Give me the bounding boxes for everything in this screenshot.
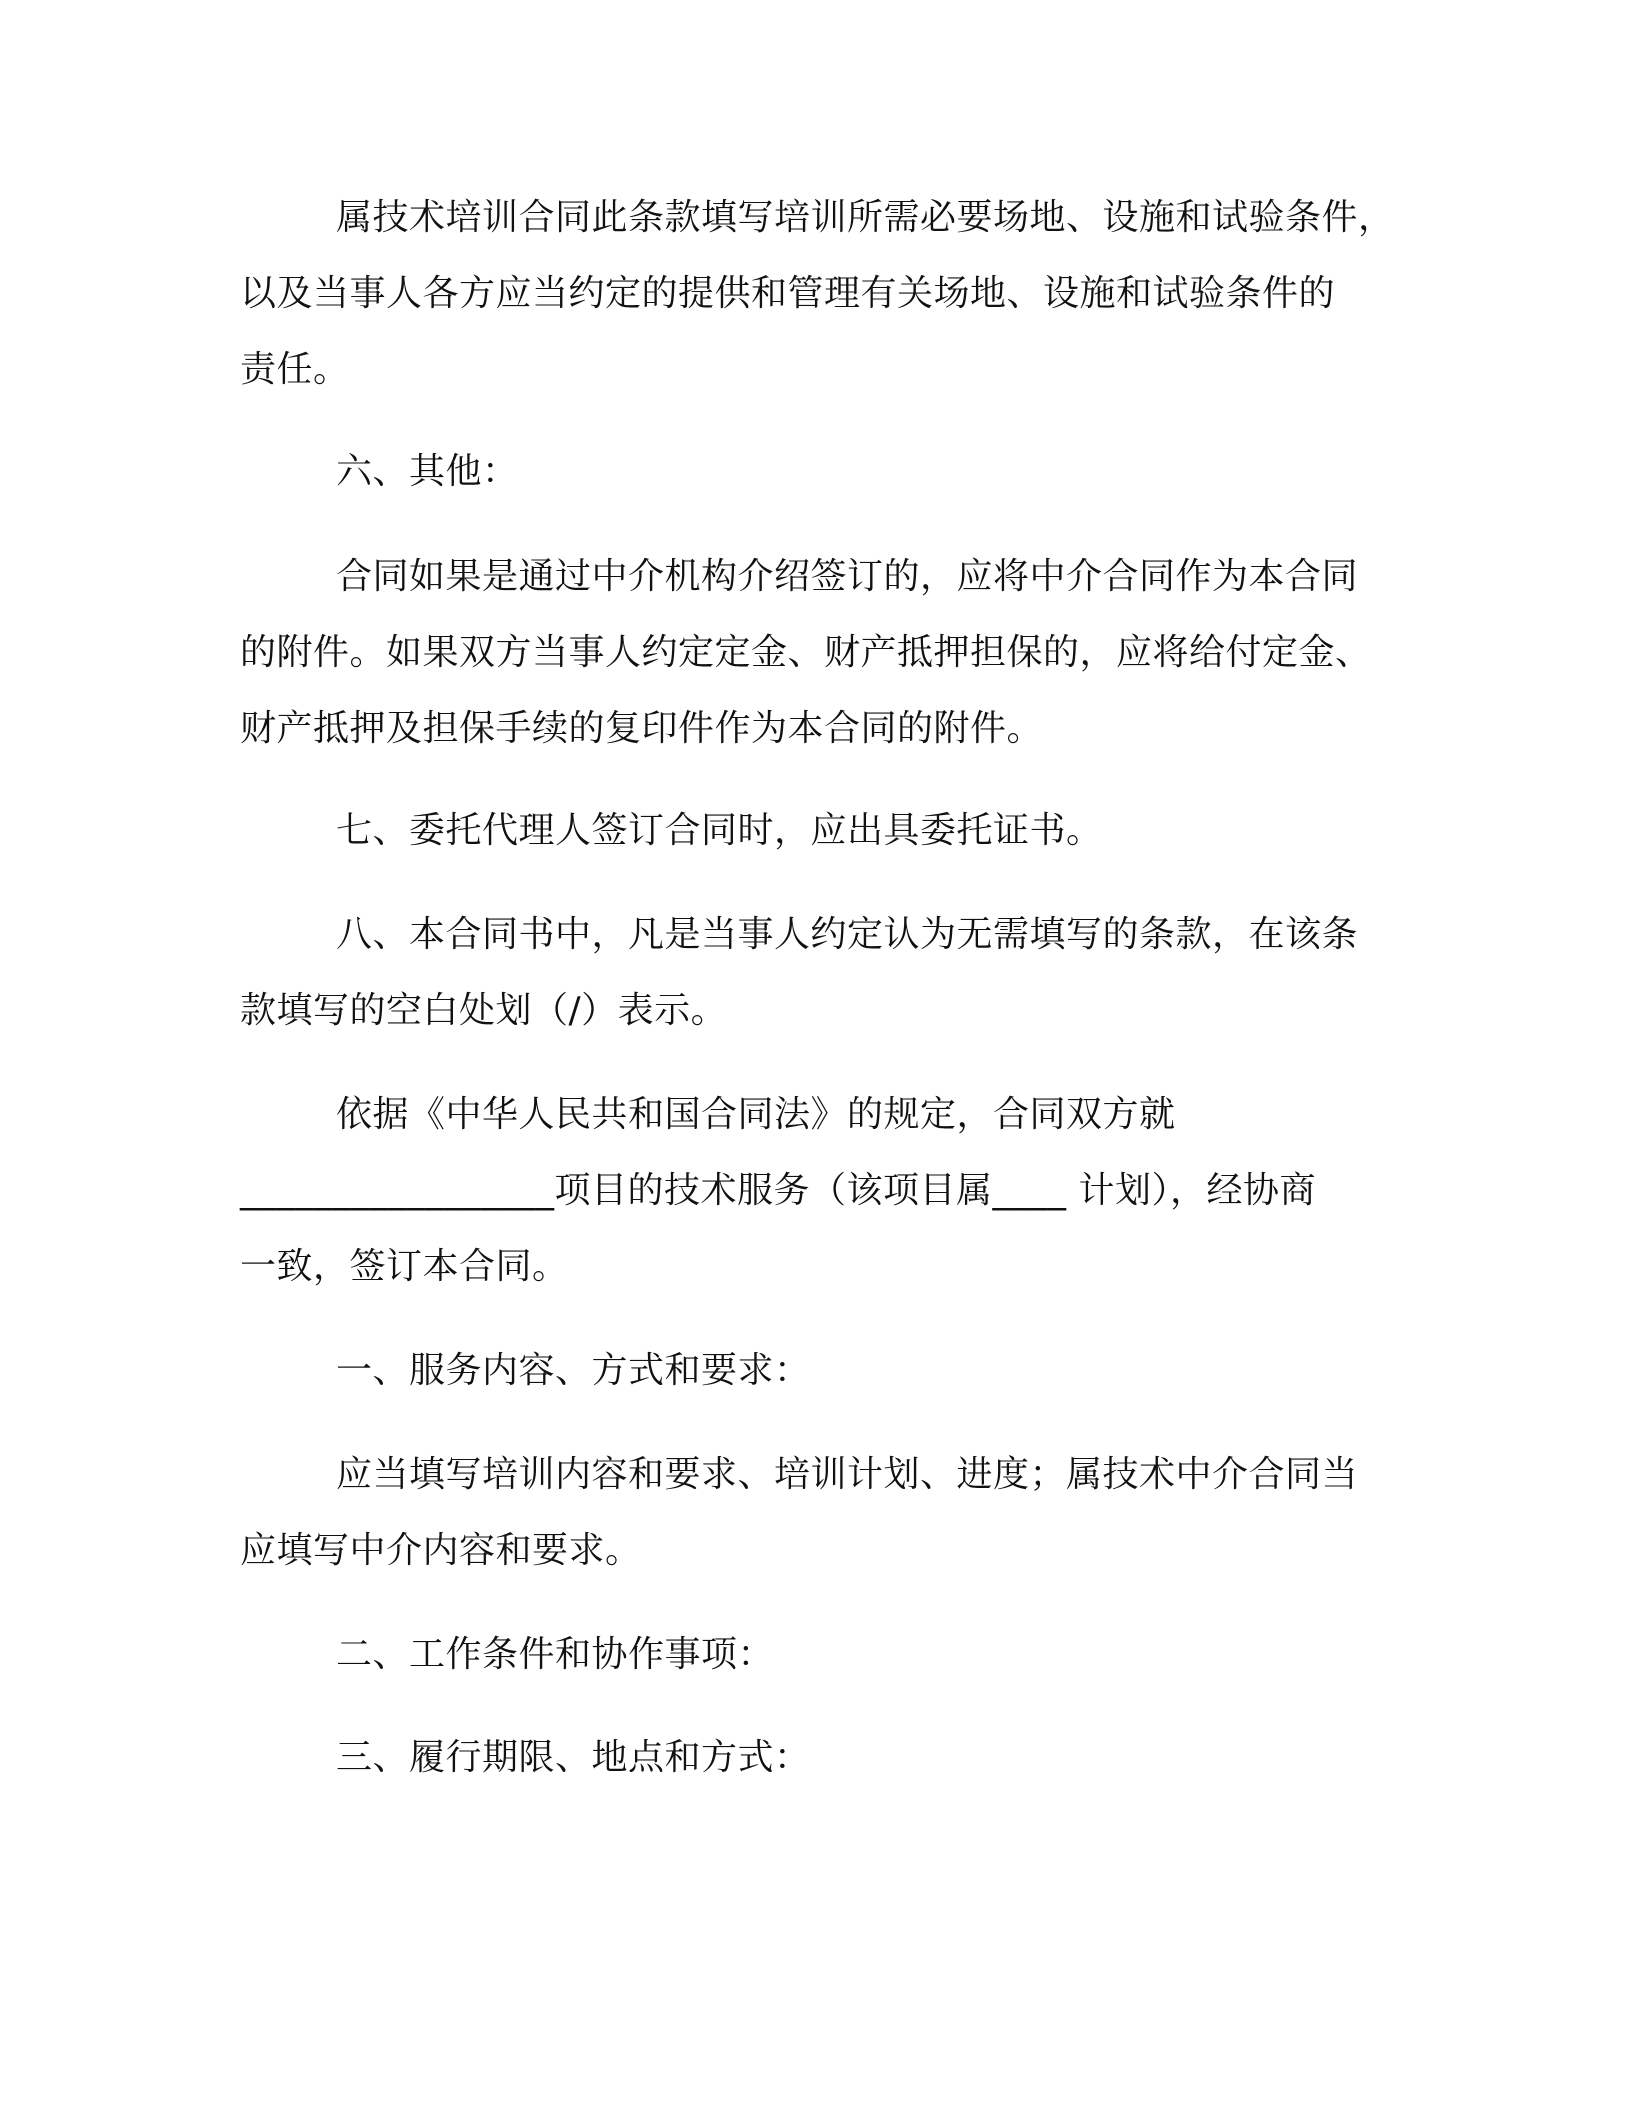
paragraph-line: 财产抵押及担保手续的复印件作为本合同的附件。 (240, 708, 1044, 749)
paragraph-line: 一致，签订本合同。 (240, 1246, 569, 1287)
paragraph-line: 属技术培训合同此条款填写培训所需必要场地、设施和试验条件， (336, 197, 1395, 238)
paragraph-line: 应填写中介内容和要求。 (240, 1530, 642, 1571)
paragraph-line: 以及当事人各方应当约定的提供和管理有关场地、设施和试验条件的 (240, 273, 1336, 314)
section-heading-one: 一、服务内容、方式和要求： (336, 1350, 811, 1391)
paragraph-line: 合同如果是通过中介机构介绍签订的，应将中介合同作为本合同 (336, 556, 1359, 597)
paragraph-line: 款填写的空白处划（/）表示。 (240, 990, 728, 1031)
paragraph-line-with-blanks: _________________项目的技术服务（该项目属____ 计划），经协商 (240, 1170, 1316, 1211)
section-heading-three: 三、履行期限、地点和方式： (336, 1737, 811, 1778)
paragraph-line: 八、本合同书中，凡是当事人约定认为无需填写的条款，在该条 (336, 914, 1359, 955)
clause-seven: 七、委托代理人签订合同时，应出具委托证书。 (336, 810, 1103, 851)
section-heading-other: 六、其他： (336, 451, 519, 492)
section-heading-two: 二、工作条件和协作事项： (336, 1634, 775, 1675)
paragraph-line: 的附件。如果双方当事人约定定金、财产抵押担保的，应将给付定金、 (240, 632, 1372, 673)
paragraph-line: 依据《中华人民共和国合同法》的规定，合同双方就 (336, 1094, 1176, 1135)
paragraph-line: 应当填写培训内容和要求、培训计划、进度；属技术中介合同当 (336, 1454, 1359, 1495)
paragraph-line: 责任。 (240, 349, 350, 390)
